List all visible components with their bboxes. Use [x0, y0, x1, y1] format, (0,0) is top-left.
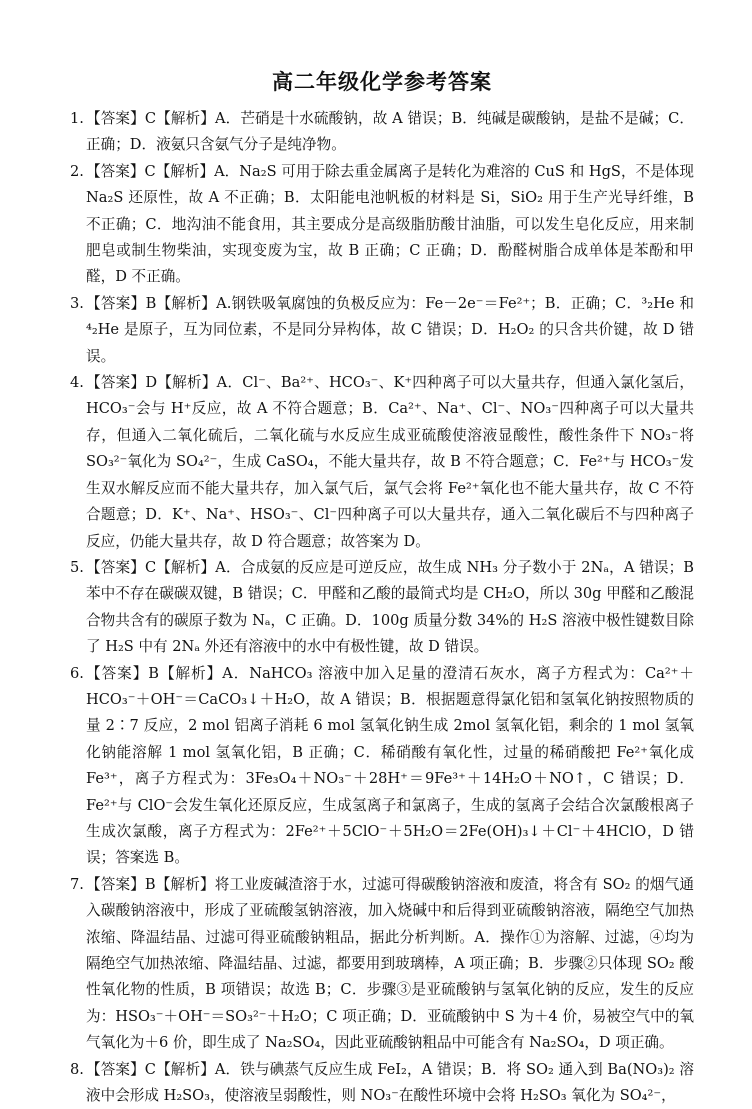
answer-number: 6.: [70, 664, 84, 682]
page-title: 高二年级化学参考答案: [272, 70, 492, 94]
answer-item-1: [70, 106, 694, 159]
answer-text: 【答案】D【解析】A．Cl⁻、Ba²⁺、HCO₃⁻、K⁺四种离子可以大量共存，但通入氯化氢后，HCO₃⁻会与 H⁺反应，故 A 不符合题意；B．Ca²⁺、Na⁺、Cl⁻、NO₃⁻四种离子可以大量共存，但通入二氧化硫后，二氧化硫与水反应生成亚硫酸使溶液显酸性，酸性条件下 NO₃⁻将 SO₃²⁻氧化为 SO₄²⁻，生成 CaSO₄，不能大量共存，故 B 不符合题意；C．Fe²⁺与 HCO₃⁻发生双水解反应而不能大量共存，加入氯气后，氯气会将 Fe²⁺氧化也不能大量共存，故 C 不符合题意；D．K⁺、Na⁺、HSO₃⁻、Cl⁻四种离子可以大量共存，通入二氧化碳后不与四种离子反应，仍能大量共存，故 D 符合题意；故答案为 D。: [86, 374, 694, 550]
answer-text: 【答案】B【解析】A.钢铁吸氧腐蚀的负极反应为：Fe－2e⁻＝Fe²⁺；B．正确；C．³₂He 和 ⁴₂He 是原子，互为同位素，不是同分异构体，故 C 错误；D．H₂O₂ 的只含共价键，故 D 错误。: [86, 294, 694, 365]
answer-text: 【答案】C【解析】A．铁与碘蒸气反应生成 FeI₂，A 错误；B．将 SO₂ 通入到 Ba(NO₃)₂ 溶液中会形成 H₂SO₃，使溶液呈弱酸性，则 NO₃⁻在酸性环境中会将 H₂SO₃ 氧化为 SO₄²⁻，: [86, 1060, 694, 1105]
answer-text: 【答案】C【解析】A．Na₂S 可用于除去重金属离子是转化为难溶的 CuS 和 HgS，不是体现 Na₂S 还原性，故 A 不正确；B．太阳能电池帆板的材料是 Si，SiO₂ 用于生产光导纤维，B 不正确；C．地沟油不能食用，其主要成分是高级脂肪酸甘油脂，可以发生皂化反应，用来制肥皂或制生物柴油，实现变废为宝，故 B 正确；C 正确；D．酚醛树脂合成单体是苯酚和甲醛，D 不正确。: [86, 162, 694, 286]
answer-number: 3.: [70, 294, 84, 312]
answer-item-2: [70, 159, 694, 291]
answer-text: 【答案】C【解析】A．芒硝是十水硫酸钠，故 A 错误；B．纯碱是碳酸钠，是盐不是碱；C．正确；D．液氨只含氨气分子是纯净物。: [86, 110, 694, 154]
answer-item-3: [70, 291, 694, 370]
answer-item-4: [70, 370, 694, 555]
answer-text: 【答案】B【解析】A．NaHCO₃ 溶液中加入足量的澄清石灰水，离子方程式为：Ca²⁺＋HCO₃⁻＋OH⁻＝CaCO₃↓＋H₂O，故 A 错误；B．根据题意得氯化铝和氢氧化钠按照物质的量 2∶7 反应，2 mol 铝离子消耗 6 mol 氢氧化钠生成 2mol 氢氧化铝，剩余的 1 mol 氢氧化钠能溶解 1 mol 氢氧化铝，B 正确；C．稀硝酸有氧化性，过量的稀硝酸把 Fe²⁺氧化成 Fe³⁺，离子方程式为：3Fe₃O₄＋NO₃⁻＋28H⁺＝9Fe³⁺＋14H₂O＋NO↑，C 错误；D．Fe²⁺与 ClO⁻会发生氧化还原反应，生成氢离子和氯离子，生成的氢离子会结合次氯酸根离子生成次氯酸，离子方程式为：2Fe²⁺＋5ClO⁻＋5H₂O＝2Fe(OH)₃↓＋Cl⁻＋4HClO，D 错误；答案选 B。: [86, 664, 694, 867]
answer-number: 1.: [70, 110, 84, 127]
answer-item-5: [70, 555, 694, 661]
answer-number: 2.: [70, 162, 84, 180]
answer-text: 【答案】B【解析】将工业废碱渣溶于水，过滤可得碳酸钠溶液和废渣，将含有 SO₂ 的烟气通入碳酸钠溶液中，形成了亚硫酸氢钠溶液，加入烧碱中和后得到亚硫酸钠溶液，隔绝空气加热浓缩、降温结晶、过滤可得亚硫酸钠粗品，据此分析判断。A．操作①为溶解、过滤，④均为隔绝空气加热浓缩、降温结晶、过滤，都要用到玻璃棒，A 项正确；B．步骤②只体现 SO₂ 酸性氧化物的性质，B 项错误；故选 B；C．步骤③是亚硫酸钠与氢氧化钠的反应，发生的反应为：HSO₃⁻＋OH⁻＝SO₃²⁻＋H₂O；C 项正确；D．亚硫酸钠中 S 为＋4 价，易被空气中的氧气氧化为＋6 价，即生成了 Na₂SO₄，因此亚硫酸钠粗品中可能含有 Na₂SO₄，D 项正确。: [86, 875, 694, 1052]
answer-number: 4.: [70, 374, 84, 392]
answer-item-6: [70, 661, 694, 872]
answer-number: 5.: [70, 558, 84, 576]
answer-text: 【答案】C【解析】A．合成氨的反应是可逆反应，故生成 NH₃ 分子数小于 2Nₐ，A 错误；B 苯中不存在碳碳双键，B 错误；C．甲醛和乙酸的最简式均是 CH₂O，所以 30g 甲醛和乙酸混合物共含有的碳原子数为 Nₐ，C 正确。D．100g 质量分数 34%的 H₂S 溶液中极性键数目除了 H₂S 中有 2Nₐ 外还有溶液中的水中有极性键，故 D 错误。: [86, 558, 694, 656]
answer-number: 7.: [70, 875, 84, 893]
answer-item-7: [70, 872, 694, 1057]
answer-item-8: [70, 1057, 694, 1109]
answer-number: 8.: [70, 1060, 84, 1078]
